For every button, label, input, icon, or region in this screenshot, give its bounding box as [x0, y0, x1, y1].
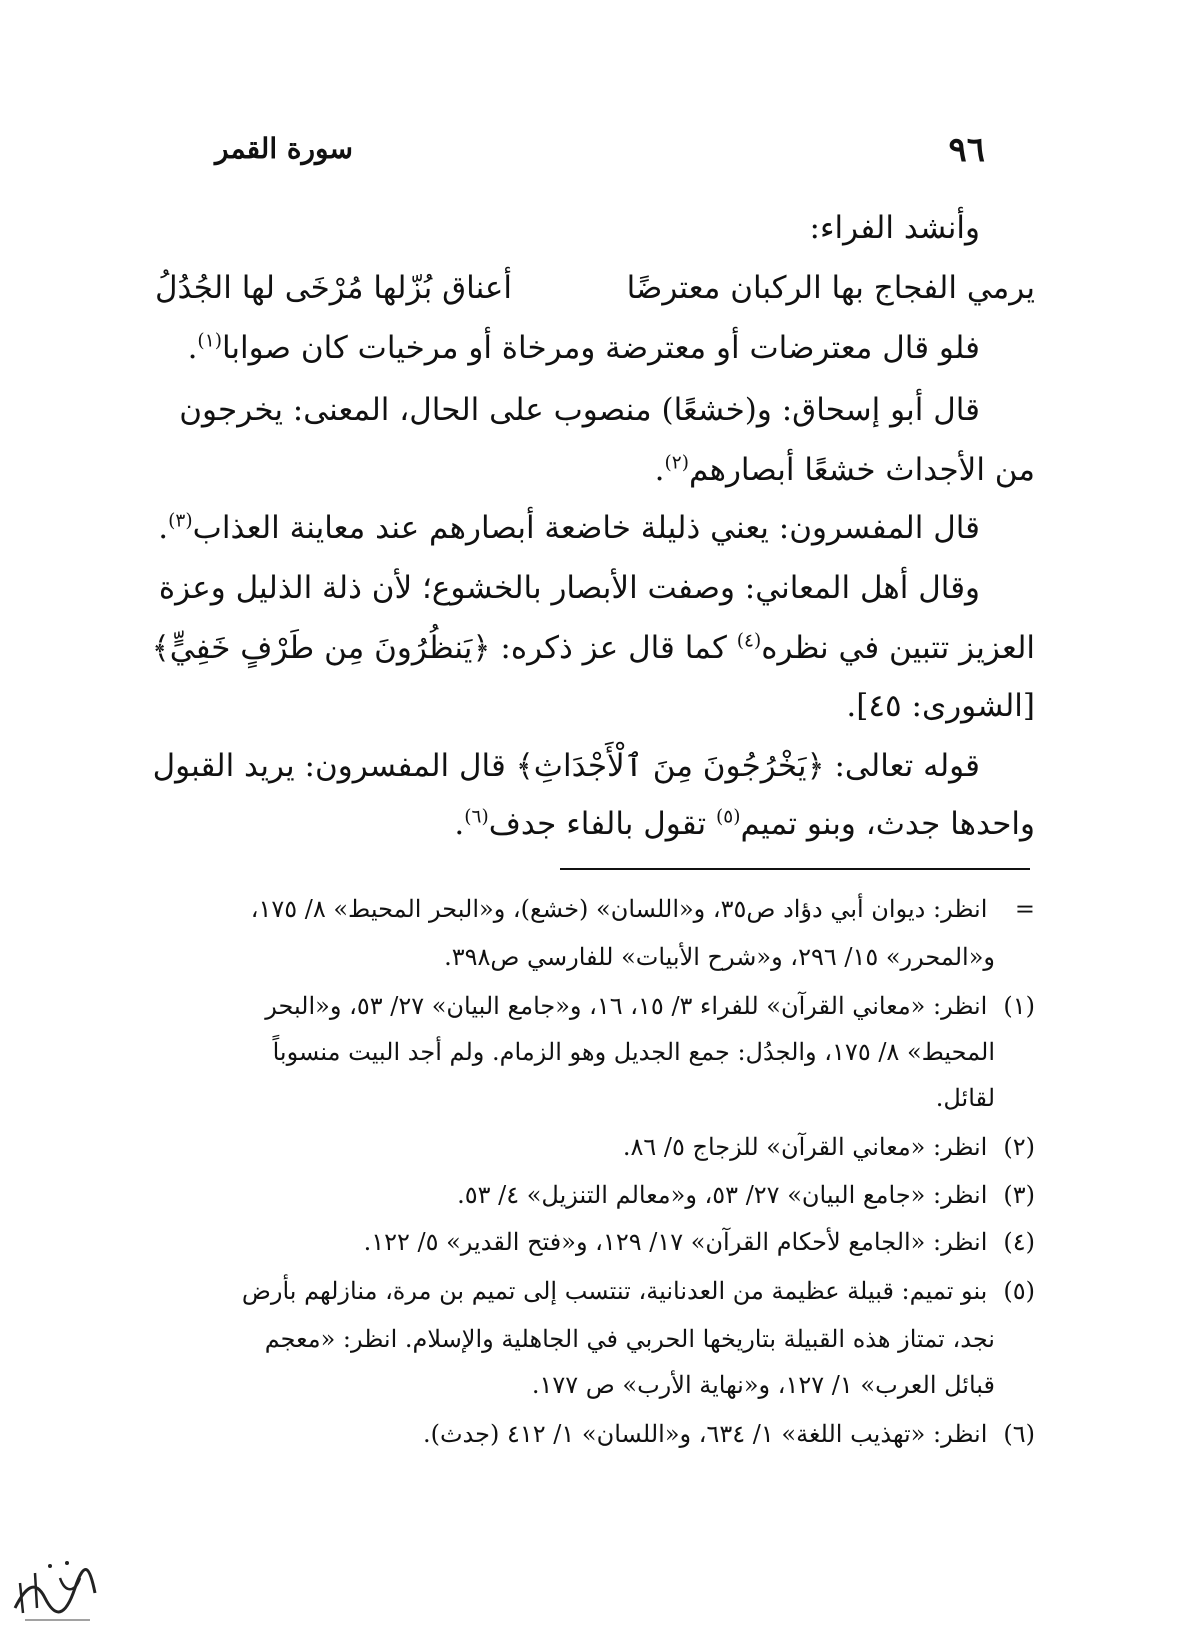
footnote-ref-5: (٥) [715, 806, 741, 828]
paragraph-5-line-2: واحدها جدث، وبنو تميم$^{(٥)}$ تقول بالفاء جدف$^{(٦)}$. [454, 806, 1035, 842]
paragraph-5-line-1: قوله تعالى: ﴿يَخْرُجُونَ مِنَ ٱلْأَجْدَاثِ﴾ قال المفسرون: يريد القبول [152, 748, 980, 784]
paragraph-4-line-3: [الشورى: ٤٥]. [846, 688, 1035, 724]
footnote-ref-2: (٢) [664, 452, 689, 474]
main-text [151, 0, 1035, 860]
calligraphic-stamp-logo [5, 1548, 100, 1628]
book-page: ٩٦ سورة القمر وأنشد الفراء: يرمي الفجاج بها الركبان معترضًا أعناق بُزّلها مُرْخَى لها الجُدُلُ فلو قال معترضات أو معترضة ومرخاة أو مرخيات كان صوابا$^{(١)}$. قال أبو إسحاق: و(خشعًا) منصوب على الحال، المعنى: يخرجون من الأجداث خشعًا أبصارهم$^{(٢)}$. قال المفسرون: يعني ذليلة خاضعة أبصارهم عند معاينة العذاب$^{(٣)}$. وقال أهل المعاني: وصفت الأبصار بالخشوع؛ لأن ذلة الذليل وعزة العزيز تتبين في نظره$^{(٤)}$ كما قال عز ذكره: ﴿يَنظُرُونَ مِن طَرْفٍ خَفِيٍّ﴾ [الشورى: ٤٥]. قوله تعالى: ﴿يَخْرُجُونَ مِنَ ٱلْأَجْدَاثِ﴾ قال المفسرون: يريد القبول واحدها جدث، وبنو تميم$^{(٥)}$ تقول بالفاء جدف$^{(٦)}$. = انظر: ديوان أبي دؤاد ص٣٥، و«اللسان» (خشع)، و«البحر المحيط» ٨/ ١٧٥، و«المحرر» ١٥/ ٢٩٦، و«شرح الأبيات» للفارسي ص٣٩٨. (١) انظر: «معاني القرآن» للفراء ٣/ ١٥، ١٦، و«جامع البيان» ٢٧/ ٥٣، و«البحر المحيط» ٨/ ١٧٥، والجدُل: جمع الجديل وهو الزمام. ولم أجد البيت منسوباً لقائل. (٢) انظر: «معاني القرآن» للزجاج ٥/ ٨٦. (٣) انظر: «جامع البيان» ٢٧/ ٥٣، و«معالم التنزيل» ٤/ ٥٣. (٤) انظر: «الجامع لأحكام القرآن» ١٧/ ١٢٩، و«فتح القدير» ٥/ ١٢٢. (٥) بنو تميم: قبيلة عظيمة من العدنانية، تنتسب إلى تميم بن مرة، منازلهم بأرض نجد، تمتاز هذه القبيلة بتاريخها الحربي في الجاهلية والإسلام. انظر: «معجم قبائل العرب» ١/ ١٢٧، و«نهاية الأرب» ص ١٧٧. (٦) انظر: «تهذيب اللغة» ١/ ٦٣٤، و«اللسان» ١/ ٤١٢ (جدث). [0, 0, 1185, 1650]
page-number: ٩٦ [948, 130, 985, 170]
surah-title: سورة القمر [215, 132, 353, 165]
quran-quote-1: كما قال عز ذكره: ﴿يَنظُرُونَ مِن طَرْفٍ خَفِيٍّ﴾ [151, 630, 737, 666]
paragraph-4-line-1: وقال أهل المعاني: وصفت الأبصار بالخشوع؛ لأن ذلة الذليل وعزة [158, 570, 980, 606]
intro-line: وأنشد الفراء: [809, 210, 980, 246]
footnote-ref-4: (٤) [736, 630, 762, 652]
paragraph-3: قال المفسرون: يعني ذليلة خاضعة أبصارهم عند معاينة العذاب$^{(٣)}$. [158, 510, 980, 546]
paragraph-4-line-2: العزيز تتبين في نظره$^{(٤)}$ كما قال عز ذكره: ﴿يَنظُرُونَ مِن طَرْفٍ خَفِيٍّ﴾ [151, 630, 1035, 666]
footnote-ref-6: (٦) [464, 806, 489, 828]
verse-hemistich-2: أعناق بُزّلها مُرْخَى لها الجُدُلُ [155, 270, 513, 306]
verse-hemistich-1: يرمي الفجاج بها الركبان معترضًا [626, 270, 1035, 306]
footnote-ref-1: (١) [197, 330, 222, 352]
footnote-separator [560, 868, 1030, 870]
paragraph-2-line-2: من الأجداث خشعًا أبصارهم$^{(٢)}$. [654, 452, 1035, 488]
paragraph-1: فلو قال معترضات أو معترضة ومرخاة أو مرخيات كان صوابا$^{(١)}$. [187, 330, 980, 366]
footnote-ref-3: (٣) [168, 510, 193, 532]
paragraph-2-line-1: قال أبو إسحاق: و(خشعًا) منصوب على الحال، المعنى: يخرجون [179, 392, 980, 428]
